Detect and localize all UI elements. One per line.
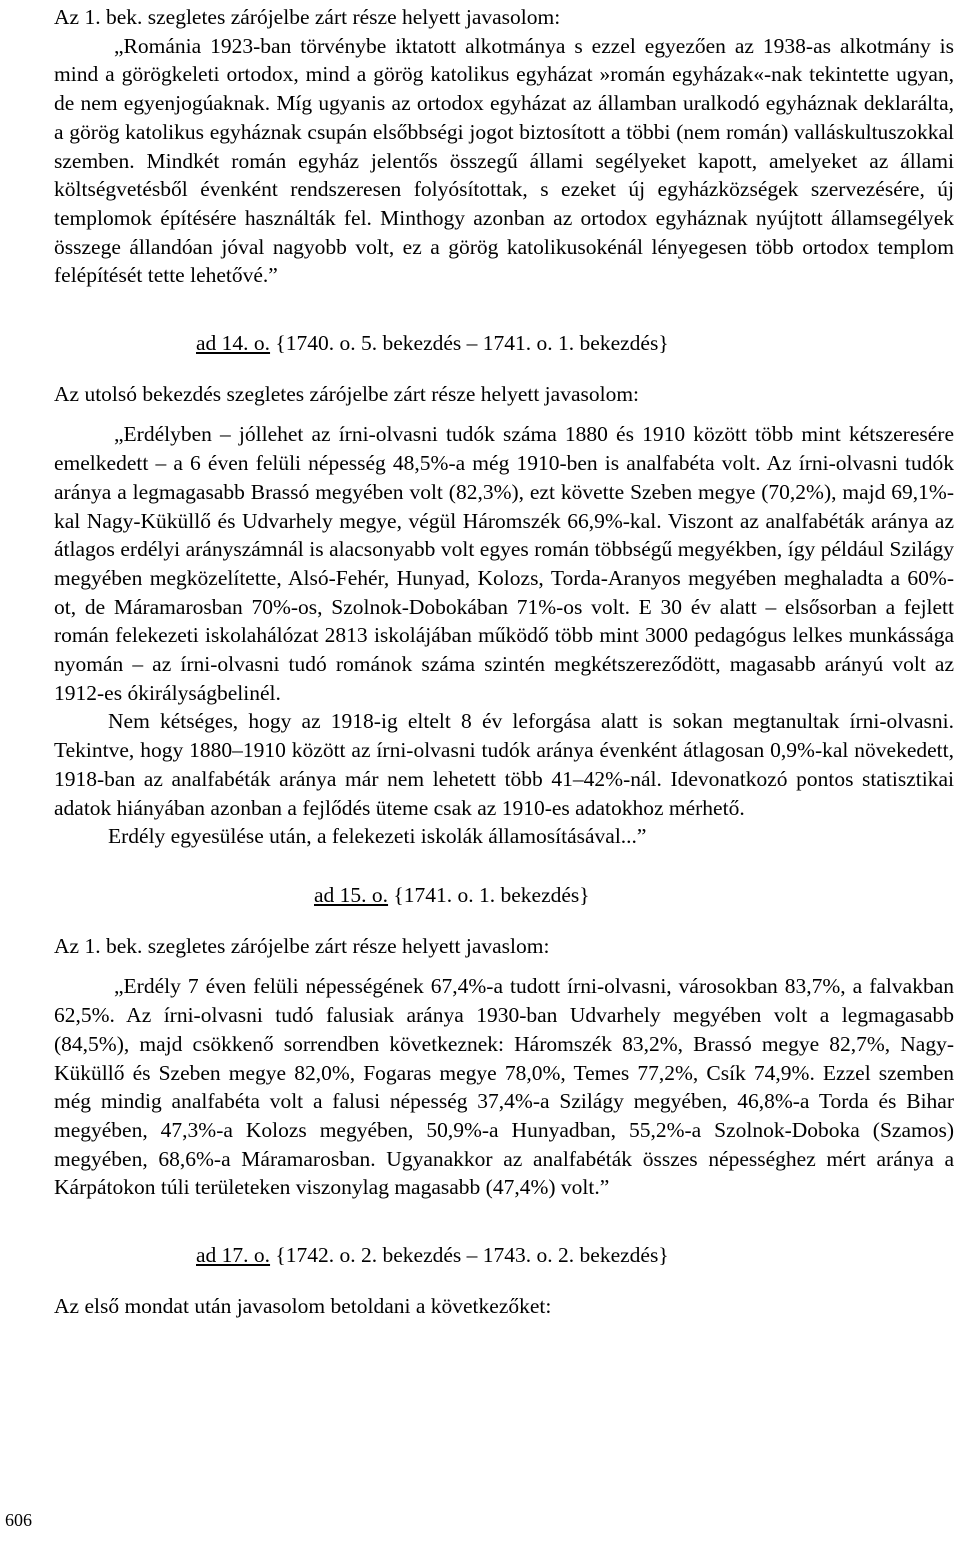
page-reference-link: ad 17. o. (196, 1243, 271, 1268)
page-reference (196, 1241, 954, 1270)
page-reference-link: ad 14. o. (196, 331, 271, 356)
page-number: 606 (5, 1510, 32, 1530)
instruction-text: Az első mondat után javasolom betoldani a következőket: (54, 1293, 552, 1318)
quote-paragraph: Erdély egyesülése után, a felekezeti iskolák államosításával...” (108, 824, 647, 849)
page-reference (196, 329, 954, 358)
page-reference-range: {1741. o. 1. bekezdés} (388, 882, 590, 907)
quote-paragraph: Nem kétséges, hogy az 1918-ig eltelt 8 év leforgása alatt is sokan megtanultak írni-olvasni. Tekintve, hogy 1880–1910 között az írni-olvasni tudók aránya évenként átlagosan 0,9%-kal növekedett, 1918-ban az analfabéták aránya már nem lehetett több 41–42%-nál. Idevonatkozó pontos statisztikai adatok hiányában azonban a fejlődés üteme csak az 1910-es adatokhoz mérhető. (54, 709, 954, 820)
instruction-text: Az 1. bek. szegletes zárójelbe zárt része helyett javasolom: (54, 5, 561, 29)
instruction-text: Az 1. bek. szegletes zárójelbe zárt része helyett javaslom: (54, 933, 550, 958)
quote-paragraph: „Erdélyben – jóllehet az írni-olvasni tudók száma 1880 és 1910 között több mint kétszeresére emelkedett – a 6 éven felüli népesség 48,5%-a még 1910-ben is analfabéta volt. Az írni-olvasni tudók aránya a legmagasabb Brassó megyében volt (82,3%), ezt követte Szeben megye (70,2%), majd 69,1%-kal Nagy-Küküllő és Udvarhely megye, végül Háromszék 66,9%-kal. Viszont az analfabéták aránya az átlagos erdélyi arányszámnál is alacsonyabb volt egyes román többségű megyékben, így például Szilágy megyében megközelítette, Alsó-Fehér, Hunyad, Kolozs, Torda-Aranyos megyében meghaladta a 60%-ot, de Máramarosban 70%-os, Szolnok-Dobokában 71%-os volt. E 30 év alatt – elsősorban a fejlett román felekezeti iskolahálózat 2813 iskolájában működő több mint 3000 pedagógus lelkes munkássága nyomán – az írni-olvasni tudó románok száma szintén megkétszereződött, magasabb arányú volt az 1912-es ókirályságbelinél. (54, 422, 954, 705)
page-reference-link: ad 15. o. (314, 882, 389, 907)
quote-paragraph: „Erdély 7 éven felüli népességének 67,4%-a tudott írni-olvasni, városokban 83,7%, a falvakban 62,5%. Az írni-olvasni tudó falusiak aránya 1930-ban Udvarhely megyében volt a legmagasabb (84,5%), majd csökkenő sorrendben következnek: Háromszék 83,2%, Brassó megye 82,7%, Nagy-Küküllő és Szeben megye 82,0%, Fogaras megye 78,0%, Temes 77,2%, Csík 74,9%. Ezzel szemben még mindig analfabéta volt a falusi népesség 37,4%-a Szilágy megyében, 46,8%-a Torda és Bihar megyében, 47,3%-a Kolozs megyében, 50,9%-a Hunyadban, 55,2%-a Szolnok-Doboka (Szamos) megyében, 68,6%-a Máramarosban. Ugyanakkor az analfabéták összes népességhez mért aránya a Kárpátokon túli területeken viszonylag magasabb (47,4%) volt.” (54, 974, 954, 1200)
page-reference-range: {1740. o. 5. bekezdés – 1741. o. 1. bekezdés} (270, 331, 669, 356)
page-reference (314, 881, 954, 910)
document-page (54, 3, 954, 1320)
page-reference-range: {1742. o. 2. bekezdés – 1743. o. 2. bekezdés} (270, 1243, 669, 1268)
quote-paragraph: „Románia 1923-ban törvénybe iktatott alkotmánya s ezzel egyezően az 1938-as alkotmány is mind a görögkeleti ortodox, mind a görög katolikus egyházat »román egyházak«-nak tekintette ugyan, de nem egyenjogúaknak. Míg ugyanis az ortodox egyházat az államban uralkodó egyháznak deklarálta, a görög katolikus egyháznak csupán elsőbbségi jogot biztosított a többi (nem román) valláskultuszokkal szemben. Mindkét román egyház jelentős összegű állami segélyeket kapott, amelyeket az állami költségvetésből évenként rendszeresen folyósítottak, s ezeket új egyházközségek szervezésére, új templomok építésére használták fel. Minthogy azonban az ortodox egyháznak nyújtott államsegélyek összege állandóan jóval nagyobb volt, ez a görög katolikusokénál lényegesen több ortodox templom felépítését tette lehetővé.” (54, 33, 954, 288)
instruction-text: Az utolsó bekezdés szegletes zárójelbe zárt része helyett javasolom: (54, 381, 640, 406)
